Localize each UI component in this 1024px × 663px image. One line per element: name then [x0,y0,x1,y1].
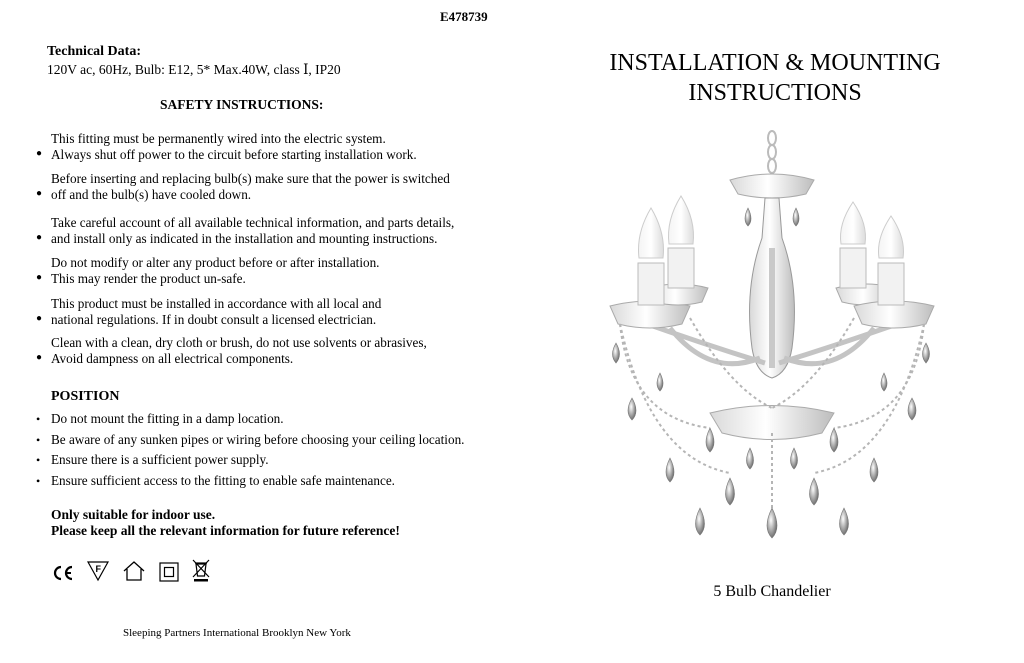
double-insulation-icon [159,562,179,582]
list-item: • Ensure sufficient access to the fitting to enable safe maintenance. [36,472,395,488]
bullet-icon: ● [36,313,43,324]
list-item: ● This product must be installed in accordance with all local and national regulations. If in doubt consult a licensed electrician. [36,296,382,327]
list-item: ● Take careful account of all available technical information, and parts details, and install only as indicated in the installation and mounting instructions. [36,215,455,246]
indoor-use-note: Only suitable for indoor use. [51,507,216,522]
bullet-icon: • [36,473,41,488]
company-footer: Sleeping Partners International Brooklyn New York [123,627,351,639]
bullet-icon: • [36,412,41,426]
product-caption: 5 Bulb Chandelier [713,583,831,600]
keep-information-note: Please keep all the relevant information for future reference! [51,523,400,538]
list-item: ● Do not modify or alter any product before or after installation. This may render the product un-safe. [36,255,380,286]
safety-instructions-heading: SAFETY INSTRUCTIONS: [160,97,324,112]
technical-data-specs: 120V ac, 60Hz, Bulb: E12, 5* Max.40W, class Ⅰ, IP20 [47,62,341,77]
technical-data-heading: Technical Data: [47,44,141,59]
list-item: ● Before inserting and replacing bulb(s) make sure that the power is switched off and the bulb(s) have cooled down. [36,171,450,202]
certification-marks [52,556,210,582]
bullet-icon: ● [36,272,43,283]
f-mark-icon [87,560,109,582]
list-item: ● Clean with a clean, dry cloth or brush, do not use solvents or abrasives, Avoid dampness on all electrical components. [36,335,427,366]
bullet-icon: ● [36,232,43,243]
page-title: INSTALLATION & MOUNTING INSTRUCTIONS [609,50,941,106]
list-item: • Be aware of any sunken pipes or wiring before choosing your ceiling location. [36,431,465,447]
position-list [36,411,516,493]
list-item: • Ensure there is a sufficient power supply. [36,452,269,467]
chandelier-photo [560,128,990,568]
product-code: E478739 [440,9,488,24]
indoor-house-icon [122,560,146,582]
ce-mark-icon [52,564,74,582]
weee-bin-icon [192,558,210,582]
bullet-icon: ● [36,352,43,363]
safety-instructions-list [36,131,506,367]
position-heading: POSITION [51,389,120,404]
list-item: • Do not mount the fitting in a damp location. [36,411,284,426]
bullet-icon: • [36,453,41,467]
bullet-icon: ● [36,188,43,199]
bullet-icon: ● [36,148,43,159]
bullet-icon: • [36,432,41,447]
list-item: ● This fitting must be permanently wired into the electric system. Always shut off power to the circuit before starting installation work. [36,131,417,162]
svg-text:F: F [95,564,101,574]
